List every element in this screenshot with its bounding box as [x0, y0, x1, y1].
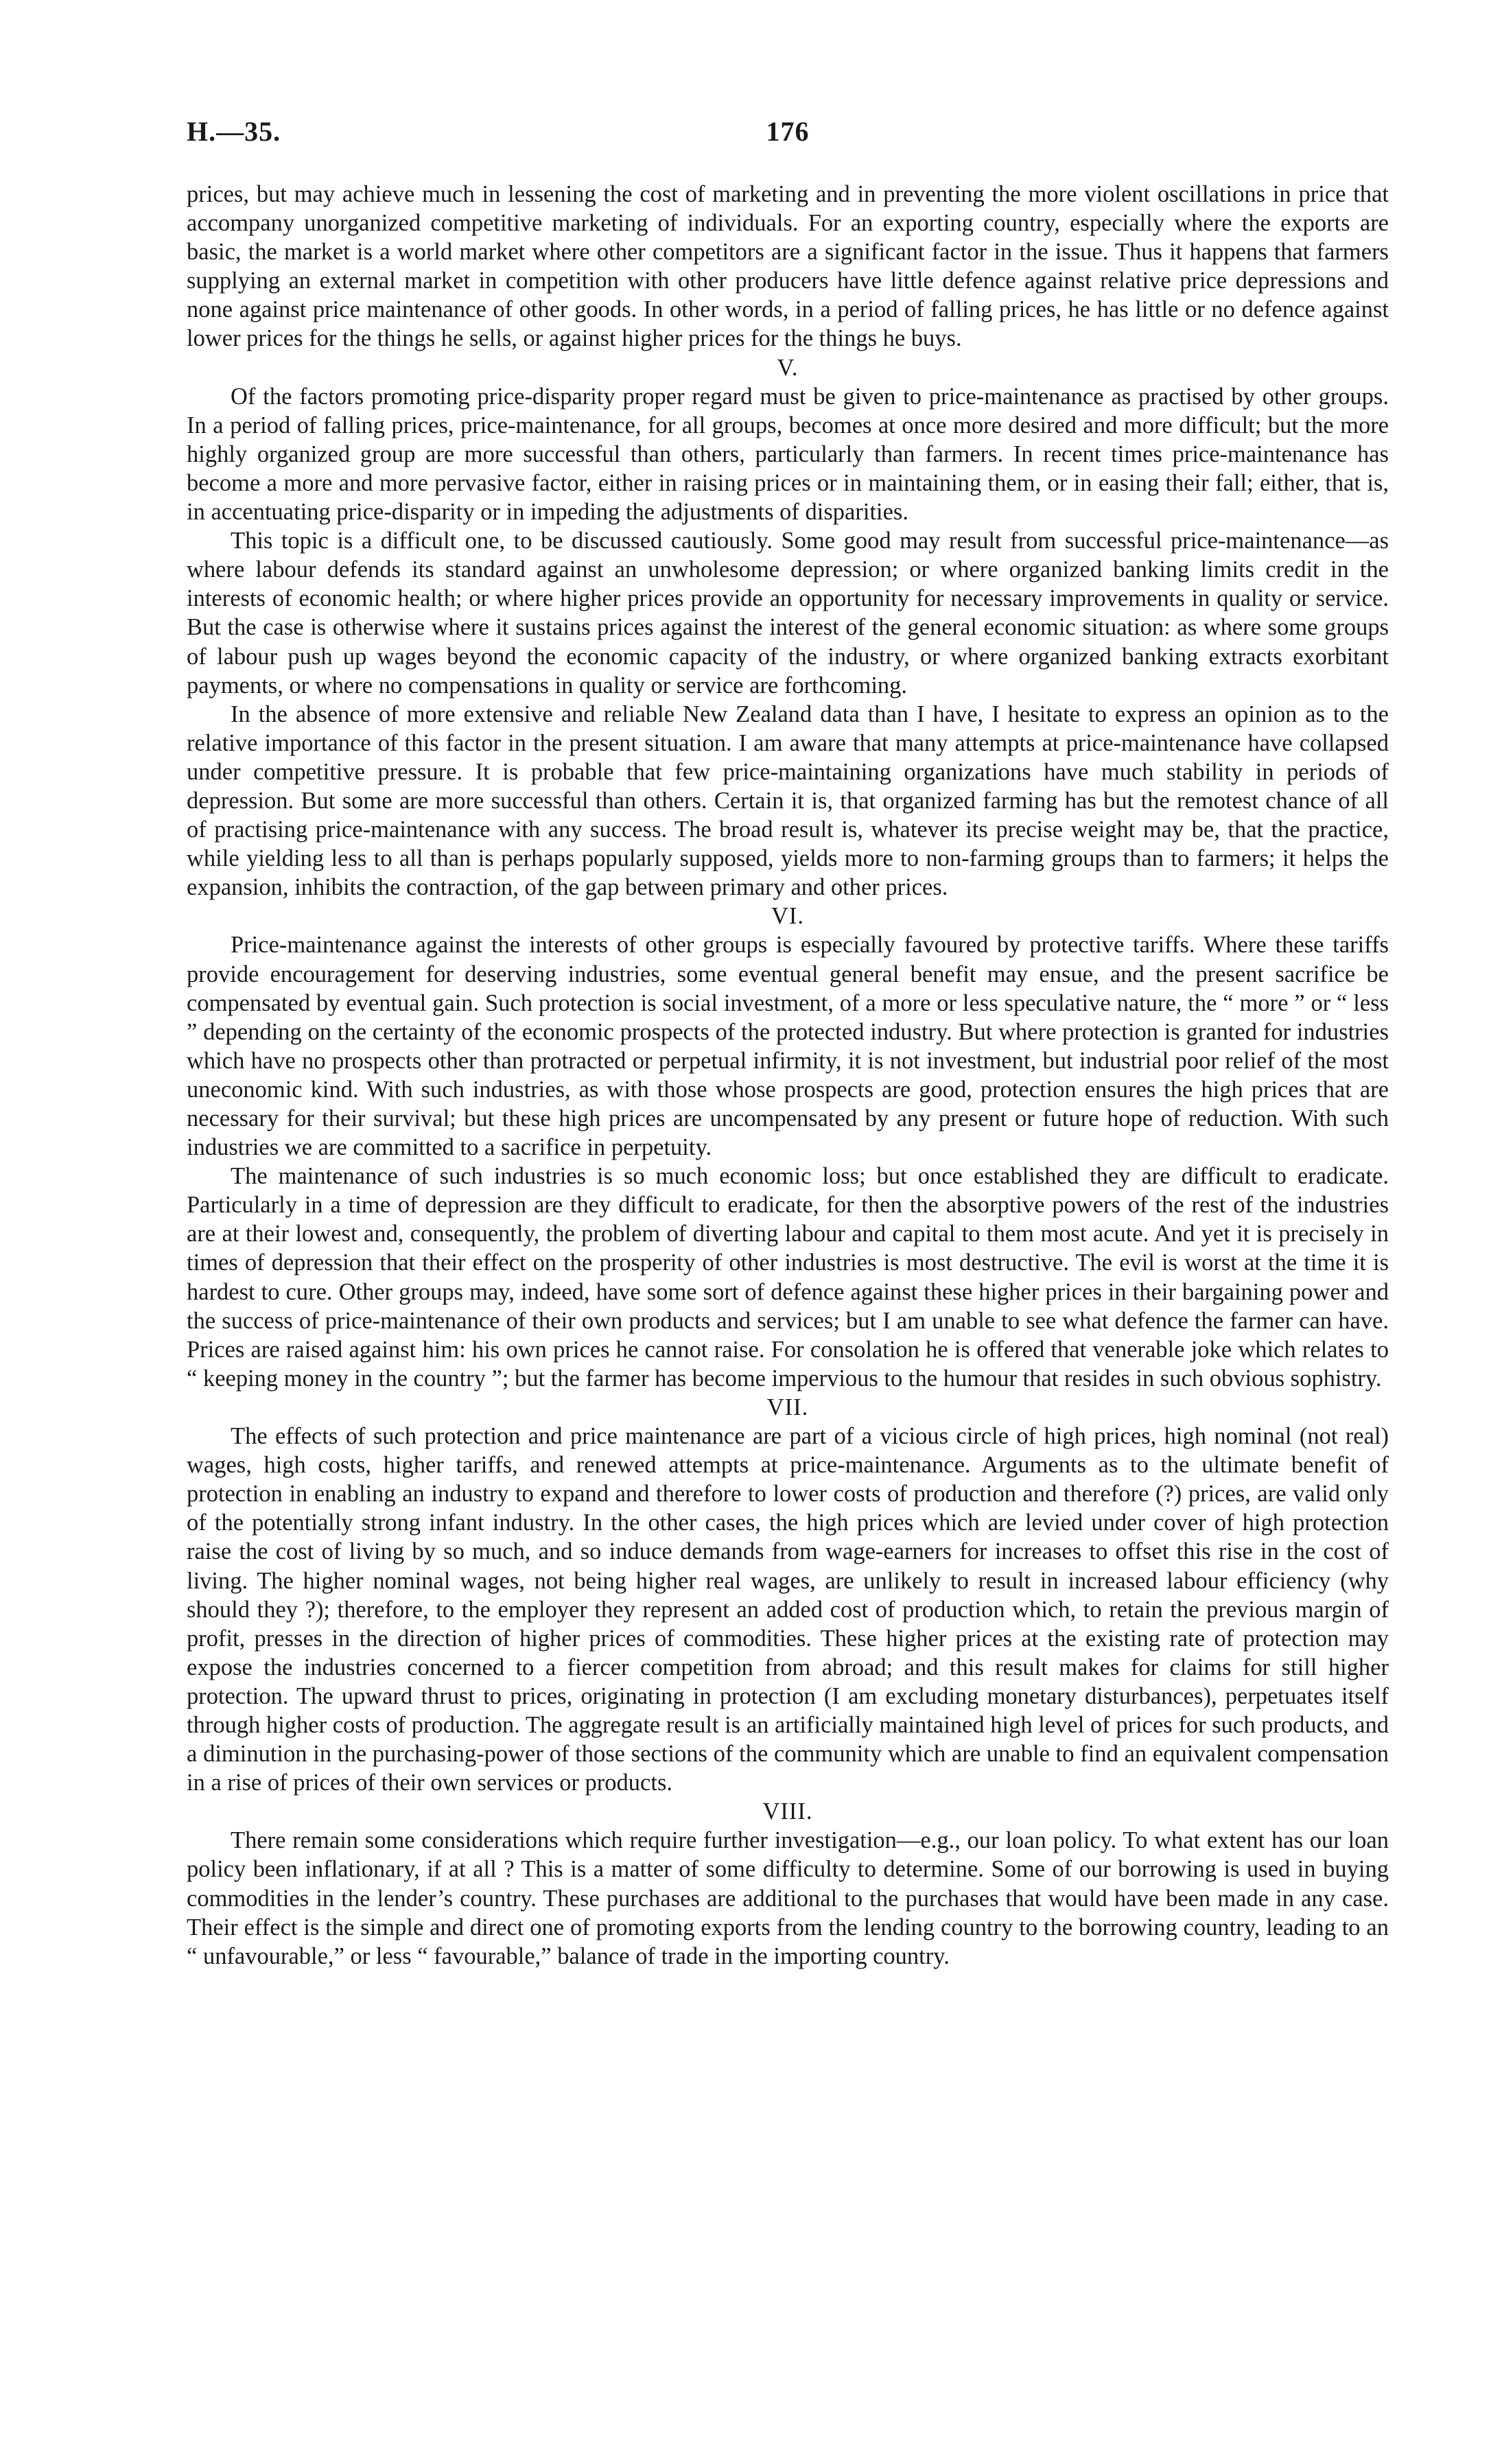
section-heading: VI. [771, 903, 805, 930]
paragraph: Of the factors promoting price-disparity proper regard must be given to price-maintenance as practised by other groups. In a period of falling prices, price-maintenance, for all groups, becomes at once more desired and more difficult; but the more highly organized group are more successful than others, particularly than farmers. In recent times price-maintenance has become a more and more pervasive factor, either in raising prices or in maintaining them, or in easing their fall; either, that is, in accentuating price-disparity or in impeding the adjustments of disparities. [187, 383, 1389, 526]
section-heading: V. [777, 354, 799, 381]
page-number: 176 [766, 116, 810, 147]
section-heading: VIII. [762, 1798, 813, 1825]
body-text [187, 180, 1389, 1971]
paragraph: There remain some considerations which require further investigation—e.g., our loan policy. To what extent has our loan policy been inflationary, if at all ? This is a matter of some difficulty to determine. Some of our borrowing is used in buying commodities in the lender’s country. These purchases are additional to the purchases that would have been made in any case. Their effect is the simple and direct one of promoting exports from the lending country to the borrowing country, leading to an “ unfavourable,” or less “ favourable,” balance of trade in the importing country. [187, 1827, 1389, 1969]
paragraph: The maintenance of such industries is so much economic loss; but once established they are difficult to eradicate. Particularly in a time of depression are they difficult to eradicate, for then the absorptive powers of the rest of the industries are at their lowest and, consequently, the problem of diverting labour and capital to them most acute. And yet it is precisely in times of depression that their effect on the prosperity of other industries is most destructive. The evil is worst at the time it is hardest to cure. Other groups may, indeed, have some sort of defence against these higher prices in their bargaining power and the success of price-maintenance of their own products and services; but I am unable to see what defence the farmer can have. Prices are raised against him: his own prices he cannot raise. For consolation he is offered that venerable joke which relates to “ keeping money in the country ”; but the farmer has become impervious to the humour that resides in such obvious sophistry. [187, 1163, 1389, 1392]
paragraph: In the absence of more extensive and reliable New Zealand data than I have, I hesitate to express an opinion as to the relative importance of this factor in the present situation. I am aware that many attempts at price-maintenance have collapsed under competitive pressure. It is probable that few price-maintaining organizations have much stability in periods of depression. But some are more successful than others. Certain it is, that organized farming has but the remotest chance of all of practising price-maintenance with any success. The broad result is, whatever its precise weight may be, that the practice, while yielding less to all than is perhaps popularly supposed, yields more to non-farming groups than to farmers; it helps the expansion, inhibits the contraction, of the gap between primary and other prices. [187, 701, 1389, 901]
document-reference: H.—35. [187, 116, 281, 147]
paragraph: The effects of such protection and price maintenance are part of a vicious circle of high prices, high nominal (not real) wages, high costs, higher tariffs, and renewed attempts at price-maintenance. Arguments as to the ultimate benefit of protection in enabling an industry to expand and therefore to lower costs of production and therefore (?) prices, are valid only of the potentially strong infant industry. In the other cases, the high prices which are levied under cover of high protection raise the cost of living by so much, and so induce demands from wage-earners for increases to offset this rise in the cost of living. The higher nominal wages, not being higher real wages, are unlikely to result in increased labour efficiency (why should they ?); therefore, to the employer they represent an added cost of production which, to retain the previous margin of profit, presses in the direction of higher prices of commodities. These higher prices at the existing rate of protection may expose the industries concerned to a fiercer competition from abroad; and this result makes for claims for still higher protection. The upward thrust to prices, originating in protection (I am excluding monetary disturbances), perpetuates itself through higher costs of production. The aggregate result is an artificially maintained high level of prices for such products, and a diminution in the purchasing-power of those sections of the community which are unable to find an equivalent compensation in a rise of prices of their own services or products. [187, 1423, 1389, 1796]
page-header [187, 115, 1389, 156]
paragraph: This topic is a difficult one, to be discussed cautiously. Some good may result from successful price-maintenance—as where labour defends its standard against an unwholesome depression; or where organized banking limits credit in the interests of economic health; or where higher prices provide an opportunity for necessary improvements in quality or service. But the case is otherwise where it sustains prices against the interest of the general economic situation: as where some groups of labour push up wages beyond the economic capacity of the industry, or where organized banking extracts exorbitant payments, or where no compensations in quality or service are forthcoming. [187, 528, 1389, 699]
paragraph: prices, but may achieve much in lessening the cost of marketing and in preventing the more violent oscillations in price that accompany unorganized competitive marketing of individuals. For an exporting country, especially where the exports are basic, the market is a world market where other competitors are a significant factor in the issue. Thus it happens that farmers supplying an external market in competition with other producers have little defence against relative price depressions and none against price maintenance of other goods. In other words, in a period of falling prices, he has little or no defence against lower prices for the things he sells, or against higher prices for the things he buys. [187, 181, 1389, 352]
section-heading: VII. [766, 1394, 809, 1420]
paragraph: Price-maintenance against the interests of other groups is especially favoured by protective tariffs. Where these tariffs provide encouragement for deserving industries, some eventual general benefit may ensue, and the present sacrifice be compensated by eventual gain. Such protection is social investment, of a more or less speculative nature, the “ more ” or “ less ” depending on the certainty of the economic prospects of the protected industry. But where protection is granted for industries which have no prospects other than protracted or perpetual infirmity, it is not investment, but industrial poor relief of the most uneconomic kind. With such industries, as with those whose prospects are good, protection ensures the high prices that are necessary for their survival; but these high prices are uncompensated by any present or future hope of reduction. With such industries we are committed to a sacrifice in perpetuity. [187, 932, 1389, 1161]
